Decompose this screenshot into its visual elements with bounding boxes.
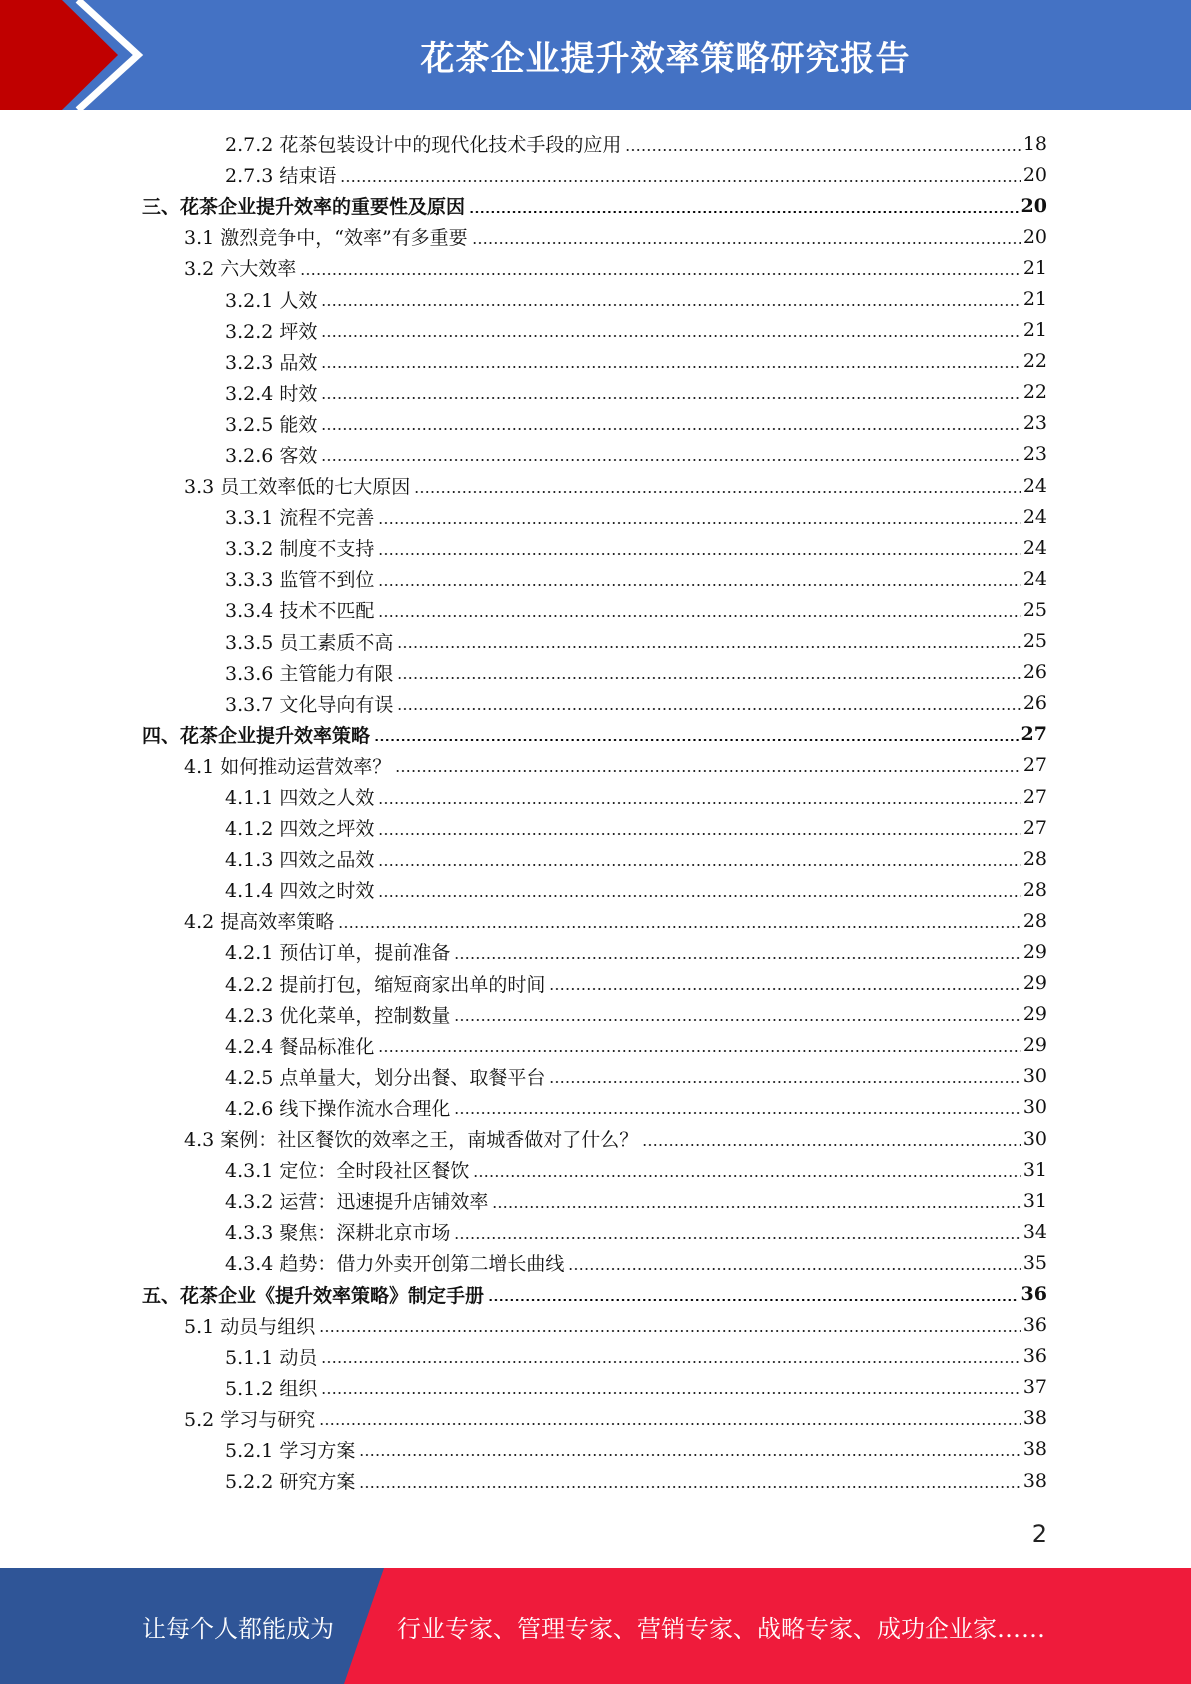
toc-entry-page: 35 — [1022, 1251, 1047, 1274]
toc-subsection-entry[interactable] — [0, 346, 1191, 377]
toc-entry-label: 3.2.4 时效 — [225, 382, 318, 405]
toc-entry-page: 31 — [1022, 1189, 1047, 1212]
toc-subsection-entry[interactable] — [0, 532, 1191, 563]
toc-dot-leader — [414, 491, 1021, 493]
toc-dot-leader — [397, 646, 1020, 648]
toc-dot-leader — [488, 1299, 1019, 1301]
toc-entry-page: 38 — [1022, 1438, 1047, 1461]
toc-subsection-entry[interactable] — [0, 1434, 1191, 1465]
toc-entry-label: 3.2.2 坪效 — [225, 320, 318, 343]
toc-chapter-entry[interactable] — [0, 1278, 1191, 1309]
toc-dot-leader — [378, 802, 1020, 804]
toc-entry-label: 4.1.1 四效之人效 — [225, 787, 375, 810]
toc-dot-leader — [397, 677, 1020, 679]
toc-entry-label: 4.2.2 提前打包，缩短商家出单的时间 — [225, 973, 546, 996]
toc-dot-leader — [378, 833, 1020, 835]
toc-entry-page: 24 — [1022, 474, 1047, 497]
toc-subsection-entry[interactable] — [0, 159, 1191, 190]
toc-entry-label: 4.2 提高效率策略 — [184, 911, 335, 934]
toc-entry-label: 2.7.2 花茶包装设计中的现代化技术手段的应用 — [225, 134, 622, 157]
toc-subsection-entry[interactable] — [0, 1185, 1191, 1216]
toc-entry-page: 20 — [1022, 163, 1047, 186]
toc-entry-label: 4.2.3 优化菜单，控制数量 — [225, 1004, 451, 1027]
toc-entry-label: 5.2 学习与研究 — [184, 1408, 316, 1431]
toc-dot-leader — [378, 522, 1020, 524]
toc-subsection-entry[interactable] — [0, 843, 1191, 874]
footer-slogan-right: 行业专家、管理专家、营销专家、战略专家、成功企业家…… — [397, 1614, 1045, 1643]
toc-entry-label: 4.3.2 运营：迅速提升店铺效率 — [225, 1191, 489, 1214]
header-arrow-decoration — [0, 0, 160, 110]
toc-entry-label: 4.2.1 预估订单，提前准备 — [225, 942, 451, 965]
toc-dot-leader — [359, 1454, 1020, 1456]
toc-dot-leader — [321, 459, 1020, 461]
toc-entry-page: 29 — [1022, 972, 1047, 995]
toc-entry-page: 20 — [1022, 225, 1047, 248]
toc-entry-page: 37 — [1022, 1376, 1047, 1399]
toc-entry-label: 4.2.4 餐品标准化 — [225, 1035, 375, 1058]
toc-dot-leader — [378, 615, 1020, 617]
toc-dot-leader — [300, 273, 1021, 275]
toc-entry-label: 3.3.5 员工素质不高 — [225, 631, 394, 654]
toc-entry-page: 18 — [1022, 132, 1047, 155]
toc-subsection-entry[interactable] — [0, 626, 1191, 657]
toc-entry-page: 24 — [1022, 567, 1047, 590]
toc-dot-leader — [472, 242, 1021, 244]
toc-entry-label: 3.2 六大效率 — [184, 258, 297, 281]
toc-subsection-entry[interactable] — [0, 377, 1191, 408]
toc-subsection-entry[interactable] — [0, 128, 1191, 159]
toc-entry-page: 29 — [1022, 1034, 1047, 1057]
toc-entry-page: 26 — [1022, 692, 1047, 715]
toc-entry-label: 4.1.4 四效之时效 — [225, 880, 375, 903]
toc-entry-page: 34 — [1022, 1220, 1047, 1243]
toc-entry-label: 5.1.2 组织 — [225, 1377, 318, 1400]
toc-dot-leader — [321, 304, 1020, 306]
footer-slogan-left: 让每个人都能成为 — [142, 1614, 334, 1643]
toc-dot-leader — [454, 1019, 1020, 1021]
toc-entry-label: 3.2.6 客效 — [225, 444, 318, 467]
toc-entry-label: 3.3.2 制度不支持 — [225, 538, 375, 561]
toc-dot-leader — [378, 1050, 1020, 1052]
toc-section-entry[interactable] — [0, 1310, 1191, 1341]
toc-subsection-entry[interactable] — [0, 812, 1191, 843]
toc-chapter-entry[interactable] — [0, 190, 1191, 221]
toc-entry-page: 28 — [1022, 878, 1047, 901]
toc-entry-page: 23 — [1022, 443, 1047, 466]
toc-section-entry[interactable] — [0, 750, 1191, 781]
toc-subsection-entry[interactable] — [0, 874, 1191, 905]
toc-section-entry[interactable] — [0, 252, 1191, 283]
toc-dot-leader — [549, 988, 1020, 990]
toc-entry-page: 21 — [1022, 319, 1047, 342]
toc-section-entry[interactable] — [0, 470, 1191, 501]
toc-entry-label: 3.3.7 文化导向有误 — [225, 693, 394, 716]
toc-entry-page: 23 — [1022, 412, 1047, 435]
toc-dot-leader — [340, 180, 1020, 182]
toc-dot-leader — [321, 397, 1020, 399]
toc-subsection-entry[interactable] — [0, 1465, 1191, 1496]
toc-entry-page: 25 — [1022, 598, 1047, 621]
page-number: 2 — [1031, 1520, 1047, 1548]
toc-subsection-entry[interactable] — [0, 283, 1191, 314]
toc-subsection-entry[interactable] — [0, 1216, 1191, 1247]
toc-subsection-entry[interactable] — [0, 1030, 1191, 1061]
toc-subsection-entry[interactable] — [0, 1341, 1191, 1372]
page-footer — [0, 1568, 1191, 1684]
toc-dot-leader — [374, 739, 1019, 741]
toc-entry-page: 28 — [1022, 909, 1047, 932]
toc-entry-label: 5.2.1 学习方案 — [225, 1439, 356, 1462]
toc-entry-page: 25 — [1022, 630, 1047, 653]
toc-entry-label: 4.1.2 四效之坪效 — [225, 818, 375, 841]
toc-dot-leader — [378, 864, 1020, 866]
toc-entry-page: 38 — [1022, 1469, 1047, 1492]
table-of-contents — [0, 128, 1191, 1496]
toc-dot-leader — [338, 926, 1021, 928]
toc-entry-page: 27 — [1022, 816, 1047, 839]
toc-entry-label: 四、花茶企业提升效率策略 — [142, 724, 371, 747]
toc-entry-page: 27 — [1020, 723, 1047, 746]
toc-entry-page: 36 — [1022, 1345, 1047, 1368]
toc-entry-label: 3.1 激烈竞争中，“效率”有多重要 — [184, 227, 468, 250]
toc-entry-page: 21 — [1022, 256, 1047, 279]
toc-entry-page: 24 — [1022, 536, 1047, 559]
toc-subsection-entry[interactable] — [0, 999, 1191, 1030]
toc-entry-page: 30 — [1022, 1065, 1047, 1088]
page-header — [0, 0, 1191, 110]
toc-dot-leader — [359, 1486, 1020, 1488]
toc-dot-leader — [397, 708, 1020, 710]
toc-entry-page: 36 — [1020, 1283, 1047, 1306]
toc-chapter-entry[interactable] — [0, 719, 1191, 750]
toc-subsection-entry[interactable] — [0, 1061, 1191, 1092]
toc-entry-page: 29 — [1022, 1003, 1047, 1026]
toc-entry-label: 2.7.3 结束语 — [225, 165, 337, 188]
toc-subsection-entry[interactable] — [0, 1154, 1191, 1185]
toc-entry-label: 4.3.4 趋势：借力外卖开创第二增长曲线 — [225, 1253, 565, 1276]
toc-entry-page: 21 — [1022, 288, 1047, 311]
toc-dot-leader — [568, 1268, 1020, 1270]
toc-dot-leader — [321, 335, 1020, 337]
toc-dot-leader — [625, 149, 1020, 151]
toc-dot-leader — [319, 1330, 1021, 1332]
toc-entry-label: 3.3.6 主管能力有限 — [225, 662, 394, 685]
toc-entry-label: 3.2.5 能效 — [225, 413, 318, 436]
toc-entry-label: 3.2.1 人效 — [225, 289, 318, 312]
toc-dot-leader — [642, 1144, 1021, 1146]
toc-dot-leader — [454, 957, 1020, 959]
toc-dot-leader — [319, 1423, 1021, 1425]
toc-entry-label: 5.1 动员与组织 — [184, 1315, 316, 1338]
toc-dot-leader — [473, 1175, 1020, 1177]
toc-entry-page: 26 — [1022, 661, 1047, 684]
toc-entry-label: 3.2.3 品效 — [225, 351, 318, 374]
toc-entry-label: 五、花茶企业《提升效率策略》制定手册 — [142, 1284, 485, 1307]
toc-entry-label: 4.1.3 四效之品效 — [225, 849, 375, 872]
toc-entry-label: 3.3.1 流程不完善 — [225, 507, 375, 530]
toc-subsection-entry[interactable] — [0, 439, 1191, 470]
toc-dot-leader — [378, 895, 1020, 897]
toc-entry-page: 29 — [1022, 940, 1047, 963]
toc-entry-page: 20 — [1020, 194, 1047, 217]
toc-entry-page: 36 — [1022, 1314, 1047, 1337]
toc-subsection-entry[interactable] — [0, 594, 1191, 625]
toc-subsection-entry[interactable] — [0, 936, 1191, 967]
toc-subsection-entry[interactable] — [0, 563, 1191, 594]
toc-section-entry[interactable] — [0, 905, 1191, 936]
toc-subsection-entry[interactable] — [0, 968, 1191, 999]
toc-dot-leader — [321, 1361, 1020, 1363]
toc-subsection-entry[interactable] — [0, 1372, 1191, 1403]
toc-subsection-entry[interactable] — [0, 688, 1191, 719]
toc-entry-label: 4.2.6 线下操作流水合理化 — [225, 1097, 451, 1120]
toc-dot-leader — [378, 584, 1020, 586]
toc-entry-label: 3.3 员工效率低的七大原因 — [184, 476, 411, 499]
toc-entry-label: 4.3.3 聚焦：深耕北京市场 — [225, 1222, 451, 1245]
toc-subsection-entry[interactable] — [0, 1092, 1191, 1123]
toc-entry-page: 22 — [1022, 350, 1047, 373]
toc-subsection-entry[interactable] — [0, 408, 1191, 439]
toc-entry-label: 4.1 如何推动运营效率？ — [184, 755, 392, 778]
toc-entry-label: 5.2.2 研究方案 — [225, 1471, 356, 1494]
toc-subsection-entry[interactable] — [0, 781, 1191, 812]
toc-section-entry[interactable] — [0, 1123, 1191, 1154]
toc-entry-label: 4.3 案例：社区餐饮的效率之王，南城香做对了什么？ — [184, 1129, 639, 1152]
toc-dot-leader — [378, 553, 1020, 555]
toc-entry-page: 22 — [1022, 381, 1047, 404]
toc-section-entry[interactable] — [0, 221, 1191, 252]
toc-dot-leader — [454, 1237, 1020, 1239]
toc-subsection-entry[interactable] — [0, 657, 1191, 688]
toc-entry-label: 4.3.1 定位：全时段社区餐饮 — [225, 1160, 470, 1183]
toc-entry-page: 30 — [1022, 1096, 1047, 1119]
toc-subsection-entry[interactable] — [0, 501, 1191, 532]
toc-subsection-entry[interactable] — [0, 315, 1191, 346]
toc-dot-leader — [454, 1112, 1020, 1114]
toc-subsection-entry[interactable] — [0, 1247, 1191, 1278]
toc-dot-leader — [395, 770, 1021, 772]
toc-entry-page: 27 — [1022, 785, 1047, 808]
toc-entry-page: 28 — [1022, 847, 1047, 870]
toc-entry-label: 5.1.1 动员 — [225, 1346, 318, 1369]
toc-entry-label: 三、花茶企业提升效率的重要性及原因 — [142, 196, 466, 219]
toc-dot-leader — [492, 1206, 1020, 1208]
toc-entry-label: 3.3.3 监管不到位 — [225, 569, 375, 592]
toc-dot-leader — [321, 428, 1020, 430]
toc-dot-leader — [321, 1392, 1020, 1394]
toc-entry-label: 4.2.5 点单量大，划分出餐、取餐平台 — [225, 1066, 546, 1089]
report-title: 花茶企业提升效率策略研究报告 — [420, 38, 911, 79]
toc-entry-page: 27 — [1022, 754, 1047, 777]
toc-entry-page: 30 — [1022, 1127, 1047, 1150]
toc-section-entry[interactable] — [0, 1403, 1191, 1434]
toc-dot-leader — [549, 1081, 1020, 1083]
toc-dot-leader — [469, 211, 1019, 213]
toc-entry-page: 24 — [1022, 505, 1047, 528]
toc-entry-page: 38 — [1022, 1407, 1047, 1430]
toc-entry-page: 31 — [1022, 1158, 1047, 1181]
toc-dot-leader — [321, 366, 1020, 368]
toc-entry-label: 3.3.4 技术不匹配 — [225, 600, 375, 623]
